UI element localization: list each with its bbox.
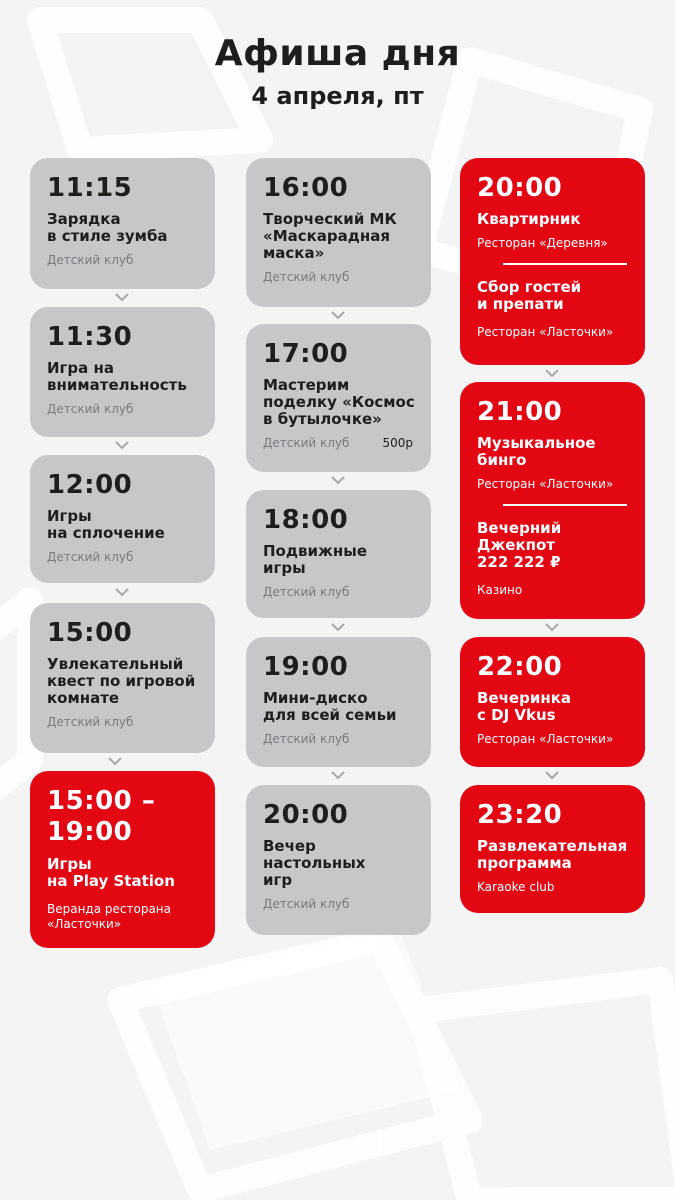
- divider: [503, 504, 627, 506]
- chevron-down-icon: [544, 770, 560, 780]
- page-date: 4 апреля, пт: [251, 82, 424, 110]
- event-card[interactable]: [30, 455, 215, 583]
- chevron-down-icon: [544, 368, 560, 378]
- event-time: 12:00: [47, 470, 133, 500]
- event-title: Музыкальное бинго: [477, 434, 596, 469]
- event-time: 20:00: [263, 800, 349, 830]
- event-price: 500р: [382, 436, 413, 450]
- event-venue: Детский клуб: [47, 715, 134, 729]
- event-card[interactable]: [30, 603, 215, 753]
- event-venue: Ресторан «Ласточки»: [477, 732, 614, 746]
- chevron-down-icon: [544, 622, 560, 632]
- event-subtitle: Сбор гостей и препати: [477, 278, 582, 313]
- chevron-down-icon: [114, 292, 130, 302]
- event-title: Увлекательный квест по игровой комнате: [47, 655, 196, 707]
- event-card[interactable]: [460, 382, 645, 619]
- event-venue: Детский клуб: [47, 253, 134, 267]
- event-time: 11:15: [47, 173, 133, 203]
- event-title: Зарядка в стиле зумба: [47, 210, 168, 245]
- event-venue: Karaoke club: [477, 880, 555, 894]
- event-sub-venue: Казино: [477, 583, 523, 597]
- event-time: 15:00 – 19:00: [47, 786, 156, 847]
- event-time: 20:00: [477, 173, 563, 203]
- event-title: Игра на внимательность: [47, 359, 187, 394]
- header: [0, 34, 675, 110]
- chevron-down-icon: [330, 475, 346, 485]
- event-time: 22:00: [477, 652, 563, 682]
- event-card[interactable]: [460, 158, 645, 365]
- chevron-down-icon: [114, 587, 130, 597]
- event-card[interactable]: [30, 158, 215, 289]
- event-time: 23:20: [477, 800, 563, 830]
- divider: [503, 263, 627, 265]
- event-time: 17:00: [263, 339, 349, 369]
- event-card[interactable]: [246, 324, 431, 472]
- event-title: Квартирник: [477, 210, 581, 228]
- event-title: Мастерим поделку «Космос в бутылочке»: [263, 376, 415, 428]
- event-venue: Детский клуб: [263, 436, 350, 450]
- event-sub-venue: Ресторан «Ласточки»: [477, 325, 614, 339]
- event-venue: Детский клуб: [47, 550, 134, 564]
- event-venue: Детский клуб: [263, 585, 350, 599]
- chevron-down-icon: [330, 622, 346, 632]
- event-venue: Ресторан «Деревня»: [477, 236, 608, 250]
- event-title: Творческий МК «Маскарадная маска»: [263, 210, 397, 262]
- event-card[interactable]: [246, 637, 431, 767]
- event-title: Игры на сплочение: [47, 507, 165, 542]
- event-venue: Детский клуб: [263, 270, 350, 284]
- event-venue: Детский клуб: [263, 732, 350, 746]
- event-time: 19:00: [263, 652, 349, 682]
- event-title: Вечеринка с DJ Vkus: [477, 689, 571, 724]
- event-card[interactable]: [460, 785, 645, 913]
- event-card[interactable]: [246, 785, 431, 935]
- event-title: Игры на Play Station: [47, 855, 175, 890]
- venue-row: [263, 436, 419, 451]
- event-card[interactable]: [460, 637, 645, 767]
- event-card[interactable]: [30, 307, 215, 437]
- event-subtitle: Вечерний Джекпот 222 222 ₽: [477, 519, 562, 571]
- chevron-down-icon: [330, 770, 346, 780]
- event-venue: Веранда ресторана «Ласточки»: [47, 902, 171, 931]
- event-title: Вечер настольных игр: [263, 837, 366, 889]
- page-title: Афиша дня: [214, 33, 461, 74]
- event-title: Развлекательная программа: [477, 837, 628, 872]
- event-time: 11:30: [47, 322, 133, 352]
- event-title: Подвижные игры: [263, 542, 368, 577]
- event-time: 15:00: [47, 618, 133, 648]
- chevron-down-icon: [114, 440, 130, 450]
- event-title: Мини-диско для всей семьи: [263, 689, 397, 724]
- event-card[interactable]: [30, 771, 215, 948]
- event-card[interactable]: [246, 490, 431, 618]
- event-time: 16:00: [263, 173, 349, 203]
- event-venue: Ресторан «Ласточки»: [477, 477, 614, 491]
- event-venue: Детский клуб: [47, 402, 134, 416]
- chevron-down-icon: [330, 310, 346, 320]
- event-card[interactable]: [246, 158, 431, 307]
- event-time: 18:00: [263, 505, 349, 535]
- event-time: 21:00: [477, 397, 563, 427]
- event-venue: Детский клуб: [263, 897, 350, 911]
- chevron-down-icon: [107, 756, 123, 766]
